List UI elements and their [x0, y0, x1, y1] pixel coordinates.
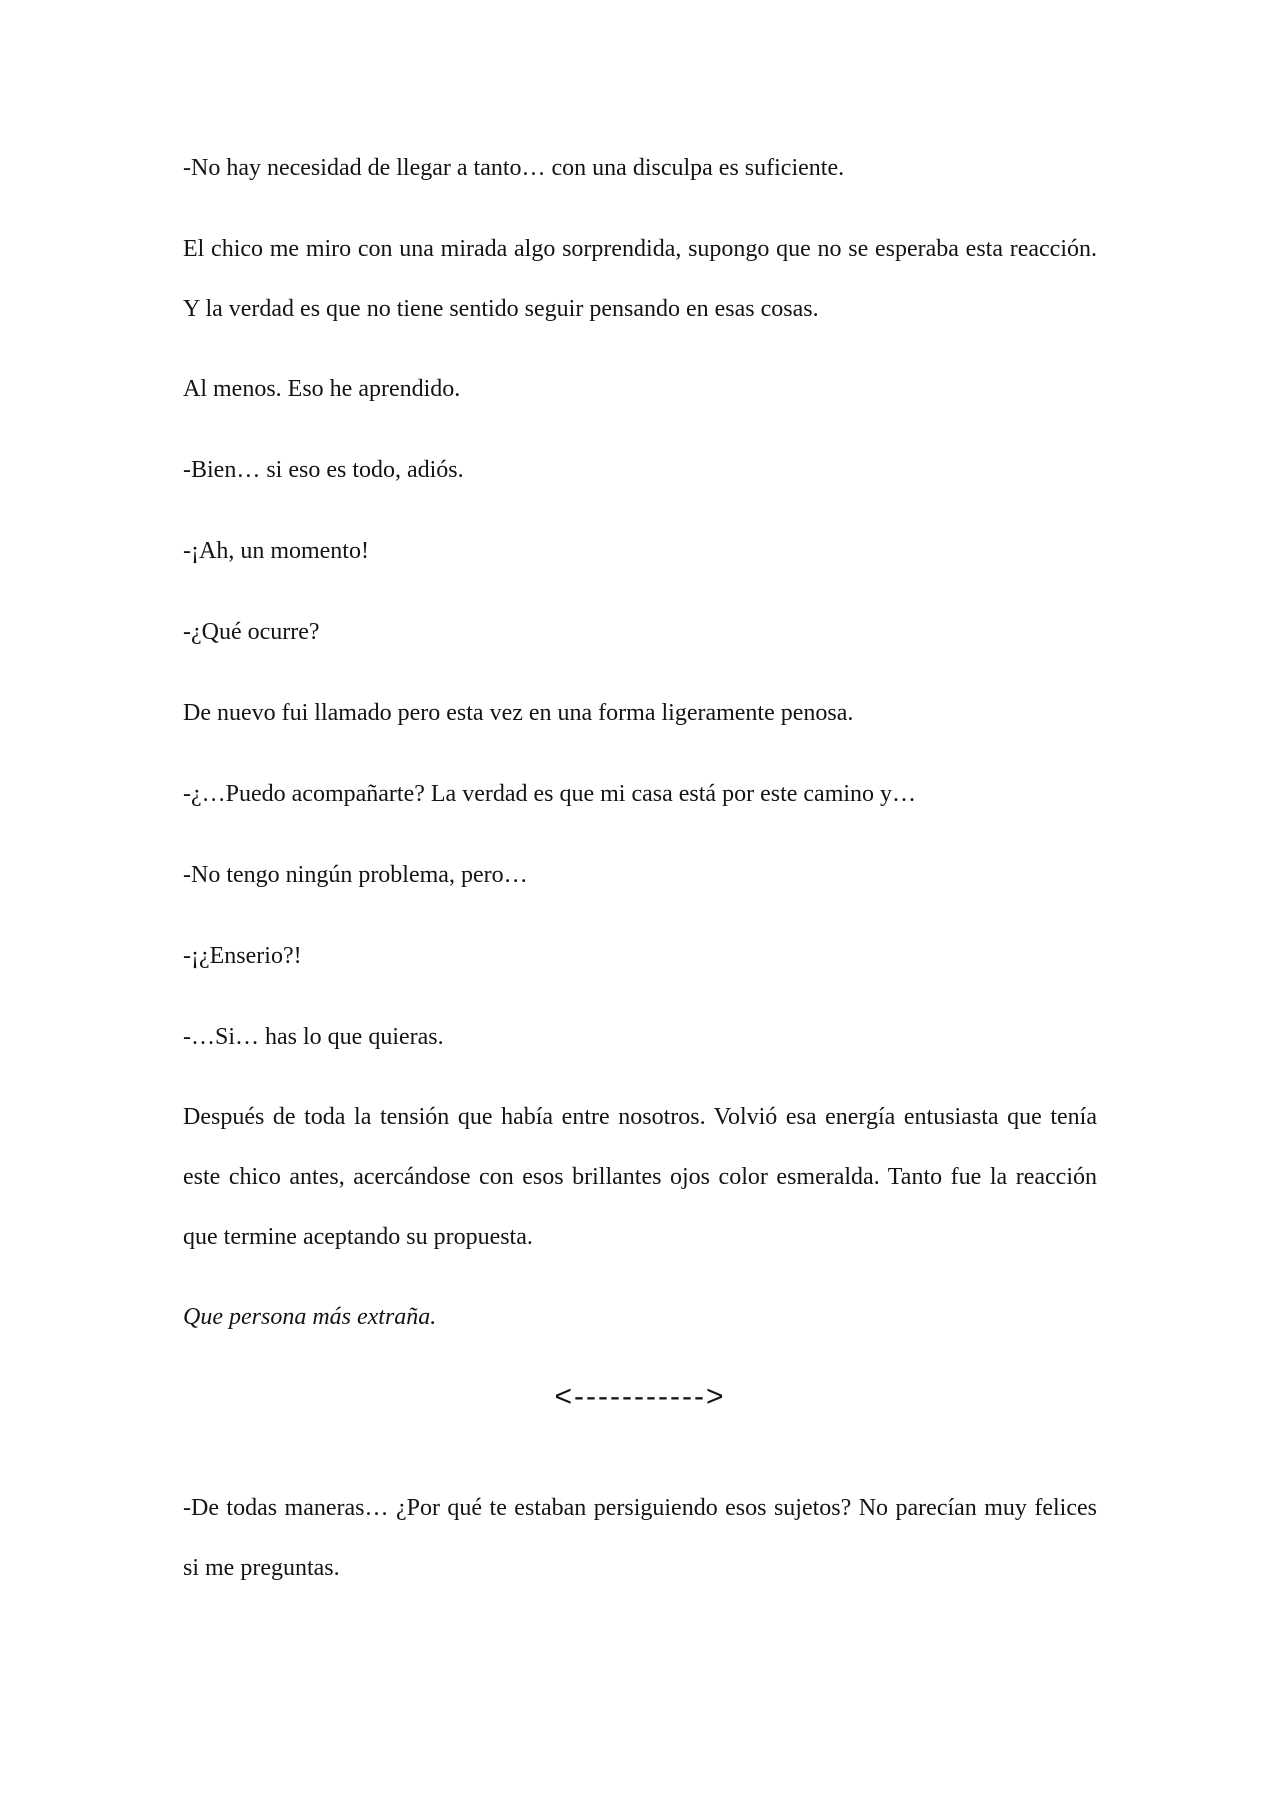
paragraph-1: -No hay necesidad de llegar a tanto… con una disculpa es suficiente. [183, 155, 845, 181]
paragraph-3: Al menos. Eso he aprendido. [183, 376, 461, 402]
paragraph-8: -¿…Puedo acompañarte? La verdad es que mi casa está por este camino y… [183, 781, 917, 807]
paragraph-10: -¡¿Enserio?! [183, 943, 302, 969]
paragraph-9: -No tengo ningún problema, pero… [183, 862, 528, 888]
paragraph-2: El chico me miro con una mirada algo sorprendida, supongo que no se esperaba esta reacción. Y la verdad es que no tiene sentido seguir pensando en esas cosas. [183, 236, 1097, 322]
paragraph-14: -De todas maneras… ¿Por qué te estaban persiguiendo esos sujetos? No parecían muy felices si me preguntas. [183, 1495, 1097, 1581]
paragraph-5: -¡Ah, un momento! [183, 538, 369, 564]
paragraph-7: De nuevo fui llamado pero esta vez en una forma ligeramente penosa. [183, 700, 854, 726]
paragraph-11: -…Si… has lo que quieras. [183, 1024, 444, 1050]
paragraph-13-italic: Que persona más extraña. [183, 1304, 437, 1330]
paragraph-4: -Bien… si eso es todo, adiós. [183, 457, 464, 483]
scene-separator: <-----------> [554, 1380, 726, 1413]
paragraph-12: Después de toda la tensión que había entre nosotros. Volvió esa energía entusiasta que tenía este chico antes, acercándose con esos brillantes ojos color esmeralda. Tanto fue la reacción que termine aceptando su propuesta. [183, 1104, 1097, 1250]
paragraph-6: -¿Qué ocurre? [183, 619, 320, 645]
